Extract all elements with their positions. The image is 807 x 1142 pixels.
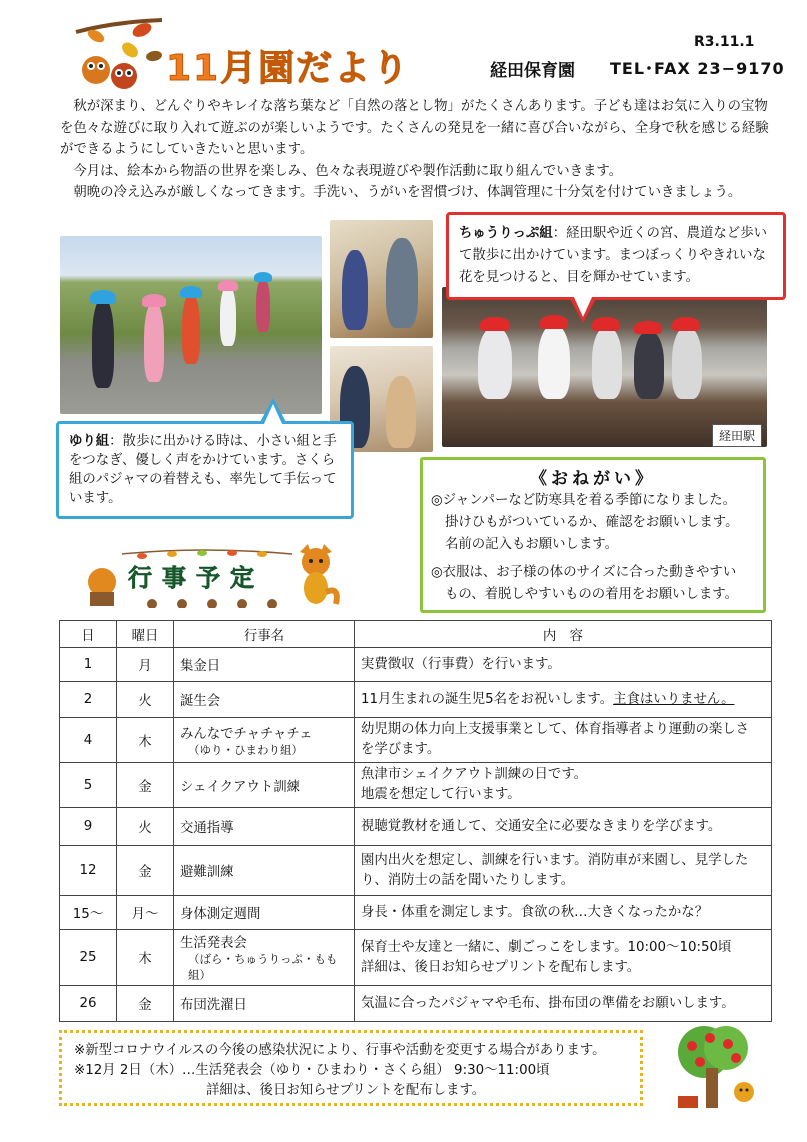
row-weekday: 月〜 <box>117 896 174 930</box>
table-row <box>60 808 772 846</box>
row-event: シェイクアウト訓練 <box>174 763 355 808</box>
request-item2-line1: ◎衣服は、お子様の体のサイズに合った動きやすい <box>431 565 737 580</box>
autumn-owls-illustration <box>74 18 164 94</box>
photo-walk-field <box>60 236 322 414</box>
row-day: 5 <box>60 763 117 808</box>
callout-yuri-text: ：散歩に出かける時は、小さい組と手をつなぎ、優しく声をかけています。さくら組のパジャマの着替えも、率先して手伝っています。 <box>69 434 337 506</box>
row-weekday: 火 <box>117 808 174 846</box>
issue-date: R3.11.1 <box>694 34 755 50</box>
row-content <box>355 682 772 718</box>
header-content: 内 容 <box>355 621 772 648</box>
callout-yuri <box>56 421 354 519</box>
request-item1-line2: 掛けひもがついているか、確認をお願いします。 <box>445 515 739 530</box>
notice-line-2: ※12月 2日（木）…生活発表会（ゆり・ひまわり・さくら組） 9:30〜11:00頃 <box>74 1063 550 1078</box>
photo-station-bench <box>442 287 767 447</box>
request-item2-line2: もの、着脱しやすいものの着用をお願いします。 <box>445 587 738 602</box>
row-day: 12 <box>60 846 117 896</box>
row-event-sub: （ばら・ちゅうりっぷ・もも組） <box>188 952 338 982</box>
callout-churippu-label: ちゅうりっぷ組 <box>459 226 553 241</box>
table-row <box>60 682 772 718</box>
intro-paragraph-3: 朝晩の冷え込みが厳しくなってきます。手洗い、うがいを習慣づけ、体調管理に十分気を付けていきましょう。 <box>73 185 742 200</box>
row-day: 1 <box>60 648 117 682</box>
row-event: 布団洗濯日 <box>174 986 355 1022</box>
row-content <box>355 846 772 896</box>
row-content <box>355 718 772 763</box>
request-box <box>420 457 766 613</box>
row-content: 視聴覚教材を通して、交通安全に必要なきまりを学びます。 <box>355 808 772 846</box>
table-row <box>60 986 772 1022</box>
schedule-table <box>59 620 772 1022</box>
row-content-line2: り、消防士の話を聞いたりします。 <box>361 872 575 888</box>
row-day: 15〜 <box>60 896 117 930</box>
row-event: 交通指導 <box>174 808 355 846</box>
table-row <box>60 763 772 808</box>
row-content-line1: 園内出火を想定し、訓練を行います。消防車が来園し、見学した <box>361 852 749 868</box>
row-event: 避難訓練 <box>174 846 355 896</box>
row-event <box>174 930 355 986</box>
request-title: 《おねがい》 <box>530 469 656 489</box>
row-content: 実費徴収（行事費）を行います。 <box>355 648 772 682</box>
row-day: 9 <box>60 808 117 846</box>
row-content-line1: 幼児期の体力向上支援事業として、体育指導者より運動の楽しさ <box>361 722 750 737</box>
notice-line-3: 詳細は、後日お知らせプリントを配布します。 <box>206 1083 486 1098</box>
callout-yuri-label: ゆり組 <box>69 434 110 449</box>
fox-icon <box>292 542 340 608</box>
row-day: 26 <box>60 986 117 1022</box>
row-weekday: 木 <box>117 930 174 986</box>
intro-paragraph-2: 今月は、絵本から物語の世界を楽しみ、色々な表現遊びや製作活動に取り組んでいきます。 <box>73 163 623 179</box>
row-content-line2: 地震を想定して行います。 <box>361 787 521 802</box>
row-content-line1: 保育士や友達と一緒に、劇ごっこをします。10:00〜10:50頃 <box>361 939 732 955</box>
row-weekday: 金 <box>117 846 174 896</box>
row-content <box>355 930 772 986</box>
row-event-sub: （ゆり・ひまわり組） <box>188 742 303 757</box>
row-weekday: 月 <box>117 648 174 682</box>
notice-box <box>59 1030 643 1106</box>
notice-line-1: ※新型コロナウイルスの今後の感染状況により、行事や活動を変更する場合があります。 <box>74 1043 606 1058</box>
table-row <box>60 930 772 986</box>
photo-caption: 経田駅 <box>712 424 762 447</box>
row-content-line2: を学びます。 <box>361 742 441 757</box>
row-event <box>174 718 355 763</box>
row-event: 集金日 <box>174 648 355 682</box>
intro-paragraph-1: 秋が深まり、どんぐりやキレイな落ち葉など「自然の落とし物」がたくさんあります。子ども達はお気に入りの宝物を色々な遊びに取り入れて遊ぶのが楽しいようです。たくさんの発見を一緒に喜び合いながら、全身で秋を感じる経験ができるようにしていきたいと思います。 <box>60 99 769 157</box>
table-row <box>60 648 772 682</box>
row-weekday: 火 <box>117 682 174 718</box>
row-content <box>355 763 772 808</box>
row-weekday: 金 <box>117 763 174 808</box>
row-event: 誕生会 <box>174 682 355 718</box>
callout-churippu <box>446 212 786 300</box>
row-day: 25 <box>60 930 117 986</box>
table-row <box>60 896 772 930</box>
row-content-underlined: 主食はいりません。 <box>613 691 735 707</box>
row-day: 4 <box>60 718 117 763</box>
row-day: 2 <box>60 682 117 718</box>
callout-churippu-text: ：経田駅や近くの宮、農道など歩いて散歩に出かけています。まつぼっくりやきれいな花を見つけると、目を輝かせています。 <box>459 226 767 285</box>
row-content: 気温に合ったパジャマや毛布、掛布団の準備をお願いします。 <box>355 986 772 1022</box>
tel-fax: TEL･FAX 23−9170 <box>610 59 785 78</box>
schedule-title: 行事予定 <box>128 564 264 592</box>
row-content-text: 11月生まれの誕生児5名をお祝いします。 <box>361 691 614 707</box>
request-item1-line1: ◎ジャンパーなど防寒具を着る季節になりました。 <box>431 493 737 508</box>
intro-text <box>60 96 772 204</box>
table-row <box>60 718 772 763</box>
row-weekday: 金 <box>117 986 174 1022</box>
apple-tree-illustration <box>666 1022 766 1112</box>
header-day: 日 <box>60 621 117 648</box>
row-weekday: 木 <box>117 718 174 763</box>
row-content: 身長・体重を測定します。食欲の秋…大きくなったかな？ <box>355 896 772 930</box>
row-event-text: みんなでチャチャチェ <box>180 726 313 742</box>
request-item1-line3: 名前の記入もお願いします。 <box>445 537 619 552</box>
table-row <box>60 846 772 896</box>
header-event: 行事名 <box>174 621 355 648</box>
organization-name: 経田保育園 <box>490 61 575 81</box>
row-event-text: 生活発表会 <box>180 936 247 951</box>
header-weekday: 曜日 <box>117 621 174 648</box>
row-content-line2: 詳細は、後日お知らせプリントを配布します。 <box>361 959 641 975</box>
photo-classroom-1 <box>330 220 433 338</box>
row-event: 身体測定週間 <box>174 896 355 930</box>
row-content-line1: 魚津市シェイクアウト訓練の日です。 <box>361 767 588 782</box>
table-header-row <box>60 621 772 648</box>
newsletter-title: 11月園だより <box>166 48 411 89</box>
